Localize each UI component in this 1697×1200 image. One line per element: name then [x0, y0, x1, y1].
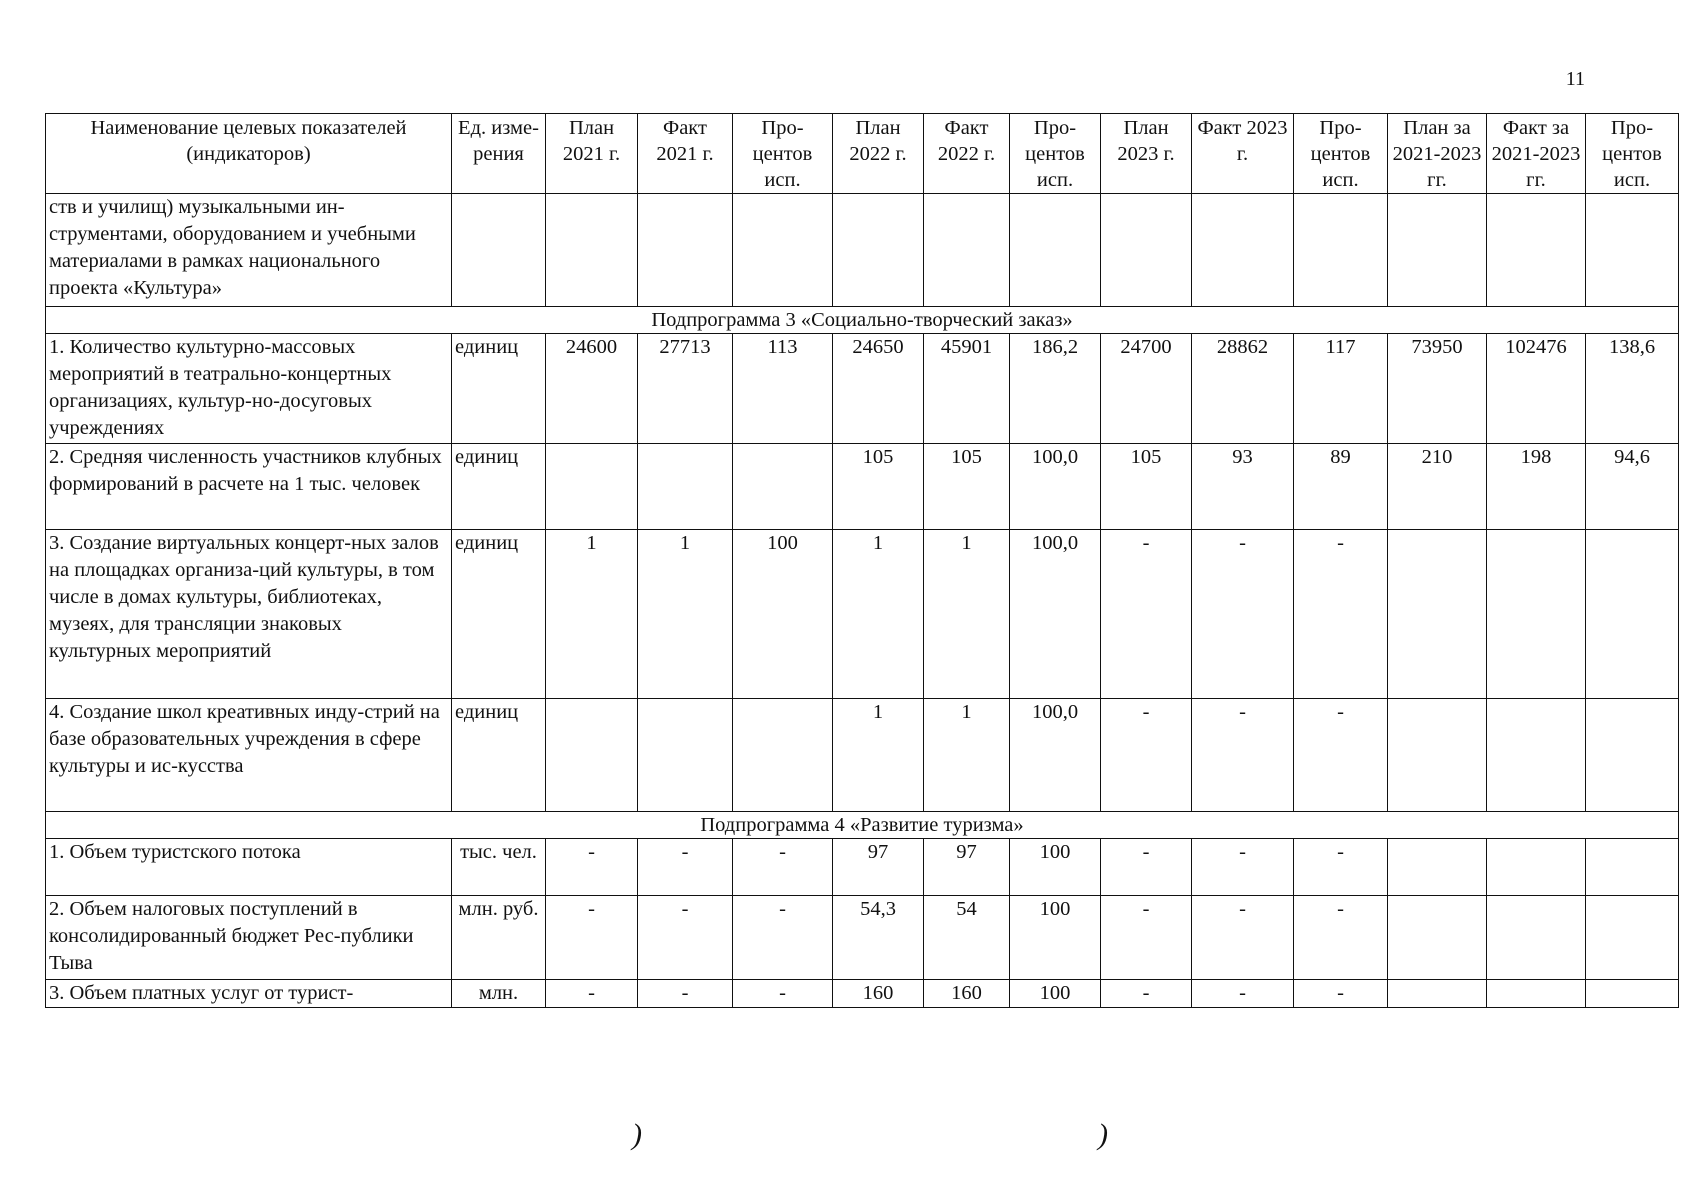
value-cell: - — [1192, 699, 1294, 812]
value-cell: - — [733, 896, 833, 980]
value-cell: 94,6 — [1586, 444, 1679, 530]
header-unit: Ед. изме-рения — [452, 114, 546, 194]
value-cell — [638, 699, 733, 812]
value-cell: 160 — [833, 980, 924, 1008]
value-cell: 100 — [1010, 896, 1101, 980]
section-row — [46, 812, 1679, 839]
value-cell: - — [1101, 699, 1192, 812]
value-cell — [1487, 699, 1586, 812]
unit-cell: единиц — [452, 334, 546, 444]
value-cell: 73950 — [1388, 334, 1487, 444]
value-cell: - — [1294, 530, 1388, 699]
value-cell: - — [546, 839, 638, 896]
value-cell — [1586, 839, 1679, 896]
value-cell — [638, 444, 733, 530]
table-row — [46, 194, 1679, 307]
value-cell — [1586, 530, 1679, 699]
page-number: 11 — [1565, 68, 1585, 90]
value-cell: - — [733, 839, 833, 896]
indicator-name: 1. Количество культурно-массовых мероприятий в театрально-концертных организациях, культур-но-досуговых учреждениях — [46, 334, 452, 444]
value-cell: 100,0 — [1010, 444, 1101, 530]
value-cell: - — [1192, 530, 1294, 699]
value-cell: 24650 — [833, 334, 924, 444]
table-row — [46, 699, 1679, 812]
value-cell: - — [546, 896, 638, 980]
value-cell: 186,2 — [1010, 334, 1101, 444]
value-cell: - — [638, 896, 733, 980]
value-cell: - — [1101, 896, 1192, 980]
value-cell: 1 — [638, 530, 733, 699]
indicator-name: 1. Объем туристского потока — [46, 839, 452, 896]
value-cell: 117 — [1294, 334, 1388, 444]
header-percent-total: Про-центов исп. — [1586, 114, 1679, 194]
value-cell: 1 — [833, 699, 924, 812]
value-cell: - — [638, 980, 733, 1008]
value-cell: 138,6 — [1586, 334, 1679, 444]
unit-cell: млн. руб. — [452, 896, 546, 980]
header-fact-2023: Факт 2023 г. — [1192, 114, 1294, 194]
table-row — [46, 334, 1679, 444]
value-cell: 198 — [1487, 444, 1586, 530]
value-cell — [546, 444, 638, 530]
value-cell: 54,3 — [833, 896, 924, 980]
value-cell: 105 — [833, 444, 924, 530]
value-cell: - — [1294, 896, 1388, 980]
value-cell: 100 — [1010, 839, 1101, 896]
indicator-name: 3. Создание виртуальных концерт-ных залов на площадках организа-ций культуры, в том числе в домах культуры, библиотеках, музеях, для трансляции знаковых культурных мероприятий — [46, 530, 452, 699]
header-plan-2023: План 2023 г. — [1101, 114, 1192, 194]
value-cell: 27713 — [638, 334, 733, 444]
value-cell: 1 — [924, 699, 1010, 812]
header-fact-2022: Факт 2022 г. — [924, 114, 1010, 194]
footer-mark-right: ) — [1098, 1118, 1108, 1151]
indicator-name: 2. Средняя численность участников клубных формирований в расчете на 1 тыс. человек — [46, 444, 452, 530]
unit-cell: млн. — [452, 980, 546, 1008]
value-cell: 113 — [733, 334, 833, 444]
value-cell — [1586, 980, 1679, 1008]
unit-cell: единиц — [452, 444, 546, 530]
value-cell: 160 — [924, 980, 1010, 1008]
footer-mark-left: ) — [632, 1118, 642, 1151]
value-cell: - — [1101, 839, 1192, 896]
value-cell — [546, 699, 638, 812]
indicator-name: 2. Объем налоговых поступлений в консолидированный бюджет Рес-публики Тыва — [46, 896, 452, 980]
table-row — [46, 530, 1679, 699]
value-cell: 100 — [1010, 980, 1101, 1008]
header-percent-2022: Про-центов исп. — [1010, 114, 1101, 194]
header-fact-2021: Факт 2021 г. — [638, 114, 733, 194]
unit-cell: единиц — [452, 699, 546, 812]
value-cell: 28862 — [1192, 334, 1294, 444]
header-plan-2022: План 2022 г. — [833, 114, 924, 194]
indicator-name: 3. Объем платных услуг от турист- — [46, 980, 452, 1008]
value-cell: 100,0 — [1010, 699, 1101, 812]
value-cell: 89 — [1294, 444, 1388, 530]
value-cell — [1388, 699, 1487, 812]
indicator-name: ств и училищ) музыкальными ин-струментами, оборудованием и учебными материалами в рамках национального проекта «Культура» — [46, 194, 452, 307]
value-cell: 97 — [833, 839, 924, 896]
header-name: Наименование целевых показателей (индикаторов) — [46, 114, 452, 194]
table-row — [46, 980, 1679, 1008]
value-cell: 105 — [1101, 444, 1192, 530]
value-cell — [1586, 699, 1679, 812]
value-cell: - — [733, 980, 833, 1008]
section-row — [46, 307, 1679, 334]
value-cell — [1388, 980, 1487, 1008]
value-cell: 1 — [546, 530, 638, 699]
value-cell: - — [638, 839, 733, 896]
value-cell: 1 — [924, 530, 1010, 699]
header-percent-2021: Про-центов исп. — [733, 114, 833, 194]
value-cell — [733, 444, 833, 530]
value-cell — [1487, 896, 1586, 980]
header-plan-2021: План 2021 г. — [546, 114, 638, 194]
value-cell: 1 — [833, 530, 924, 699]
table-row — [46, 444, 1679, 530]
value-cell — [1487, 839, 1586, 896]
table-row — [46, 896, 1679, 980]
value-cell: - — [1294, 699, 1388, 812]
value-cell: - — [1294, 839, 1388, 896]
value-cell: 24700 — [1101, 334, 1192, 444]
indicator-name: 4. Создание школ креативных инду-стрий на базе образовательных учреждения в сфере культуры и ис-кусства — [46, 699, 452, 812]
unit-cell: тыс. чел. — [452, 839, 546, 896]
value-cell: - — [1192, 980, 1294, 1008]
section-title: Подпрограмма 3 «Социально-творческий заказ» — [46, 307, 1679, 334]
value-cell: - — [1101, 530, 1192, 699]
value-cell: - — [1101, 980, 1192, 1008]
value-cell: 100 — [733, 530, 833, 699]
unit-cell: единиц — [452, 530, 546, 699]
value-cell — [1388, 896, 1487, 980]
table-row — [46, 839, 1679, 896]
value-cell — [1388, 530, 1487, 699]
header-fact-total: Факт за 2021-2023 гг. — [1487, 114, 1586, 194]
value-cell: 24600 — [546, 334, 638, 444]
header-percent-2023: Про-центов исп. — [1294, 114, 1388, 194]
value-cell — [733, 699, 833, 812]
value-cell: 100,0 — [1010, 530, 1101, 699]
value-cell: - — [1294, 980, 1388, 1008]
value-cell: 210 — [1388, 444, 1487, 530]
value-cell: 97 — [924, 839, 1010, 896]
value-cell — [1487, 530, 1586, 699]
value-cell — [1586, 896, 1679, 980]
indicators-table — [45, 113, 1679, 1008]
header-plan-total: План за 2021-2023 гг. — [1388, 114, 1487, 194]
section-title: Подпрограмма 4 «Развитие туризма» — [46, 812, 1679, 839]
value-cell: 54 — [924, 896, 1010, 980]
value-cell: 45901 — [924, 334, 1010, 444]
value-cell: - — [546, 980, 638, 1008]
value-cell: - — [1192, 839, 1294, 896]
value-cell — [1388, 839, 1487, 896]
value-cell — [1487, 980, 1586, 1008]
value-cell: 102476 — [1487, 334, 1586, 444]
header-row — [46, 114, 1679, 194]
value-cell: 93 — [1192, 444, 1294, 530]
value-cell: - — [1192, 896, 1294, 980]
value-cell: 105 — [924, 444, 1010, 530]
